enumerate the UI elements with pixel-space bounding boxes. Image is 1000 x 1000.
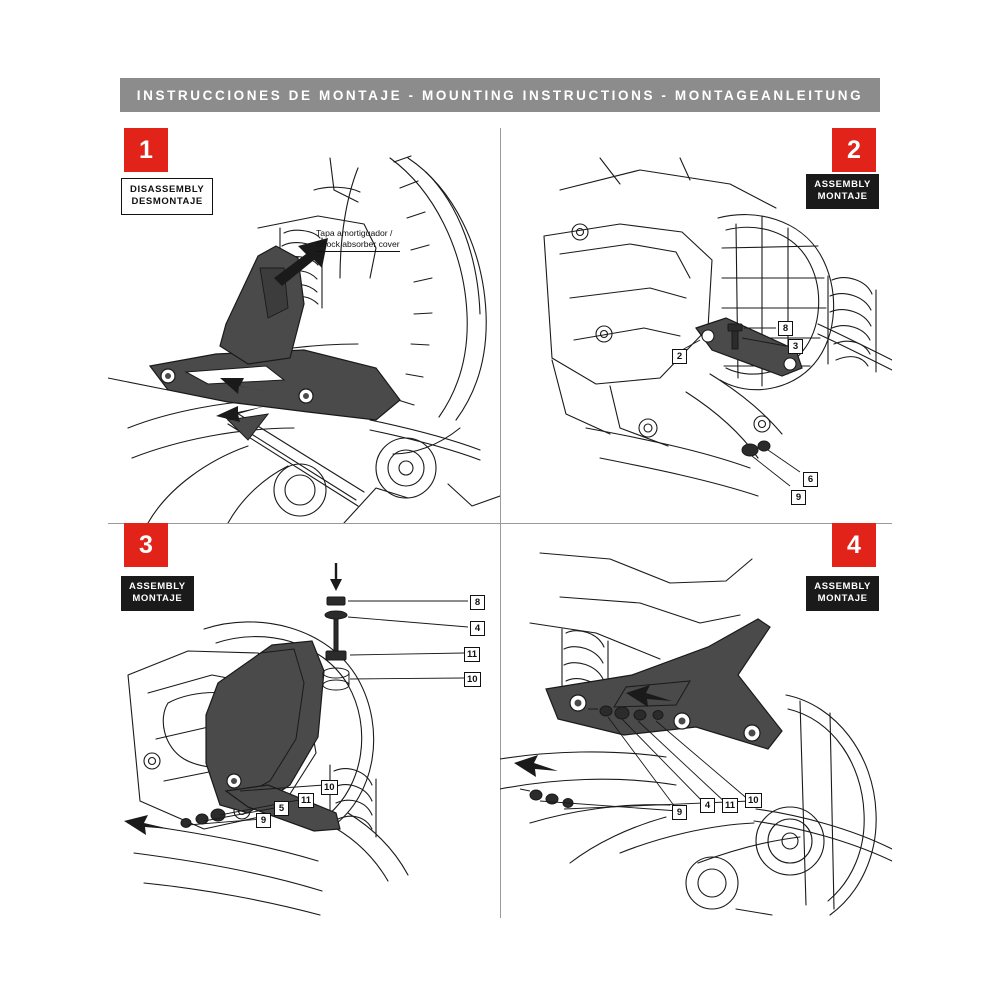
step-number-badge: 1 <box>124 128 168 172</box>
part-note-shock-cover <box>316 228 400 252</box>
action-label-line1: ASSEMBLY <box>814 581 871 592</box>
part-chain-guard-installed <box>546 619 782 749</box>
callout-part: 11 <box>298 793 314 808</box>
action-label-line2: MONTAJE <box>817 191 868 202</box>
action-label-line2: MONTAJE <box>817 593 868 604</box>
action-label-step-4 <box>806 576 879 611</box>
part-shock-cover <box>220 246 304 364</box>
callout-part: 2 <box>672 349 687 364</box>
callout-part: 10 <box>464 672 481 687</box>
header-banner <box>120 78 880 112</box>
callout-part: 11 <box>722 798 738 813</box>
callout-part: 3 <box>788 339 803 354</box>
step-number-badge: 4 <box>832 523 876 567</box>
callout-part: 6 <box>803 472 818 487</box>
panel-step-1 <box>108 128 500 523</box>
fastener-stack-vertical <box>323 563 349 690</box>
callout-part: 4 <box>700 798 715 813</box>
panel-grid <box>108 128 892 918</box>
callout-part: 9 <box>791 490 806 505</box>
part-note-line1: Tapa amortiguador / <box>316 228 393 238</box>
callout-part: 9 <box>672 805 687 820</box>
part-chain-guard <box>150 350 400 440</box>
step-number-badge: 3 <box>124 523 168 567</box>
action-label-line2: MONTAJE <box>132 593 183 604</box>
callout-part: 10 <box>321 780 338 795</box>
action-label-line1: ASSEMBLY <box>129 581 186 592</box>
step-number-badge: 2 <box>832 128 876 172</box>
action-label-line2: DESMONTAJE <box>131 196 203 207</box>
action-label-step-3 <box>121 576 194 611</box>
arrow-install-lower <box>514 755 558 777</box>
callout-part: 9 <box>256 813 271 828</box>
callout-part: 11 <box>464 647 480 662</box>
callout-part: 5 <box>274 801 289 816</box>
arrow-insert-left <box>124 815 170 835</box>
callout-part: 4 <box>470 621 485 636</box>
panel-step-4 <box>500 523 892 918</box>
action-label-line1: ASSEMBLY <box>814 179 871 190</box>
header-title: INSTRUCCIONES DE MONTAJE - MOUNTING INSTRUCTIONS - MONTAGEANLEITUNG <box>136 87 864 103</box>
callout-part: 8 <box>470 595 485 610</box>
callout-part: 10 <box>745 793 762 808</box>
callout-part: 8 <box>778 321 793 336</box>
part-note-line2: Shock absorber cover <box>316 239 400 252</box>
action-label-line1: DISASSEMBLY <box>130 184 205 195</box>
panel-step-2 <box>500 128 892 523</box>
action-label-step-1 <box>121 178 213 215</box>
panel-step-3 <box>108 523 500 918</box>
action-label-step-2 <box>806 174 879 209</box>
